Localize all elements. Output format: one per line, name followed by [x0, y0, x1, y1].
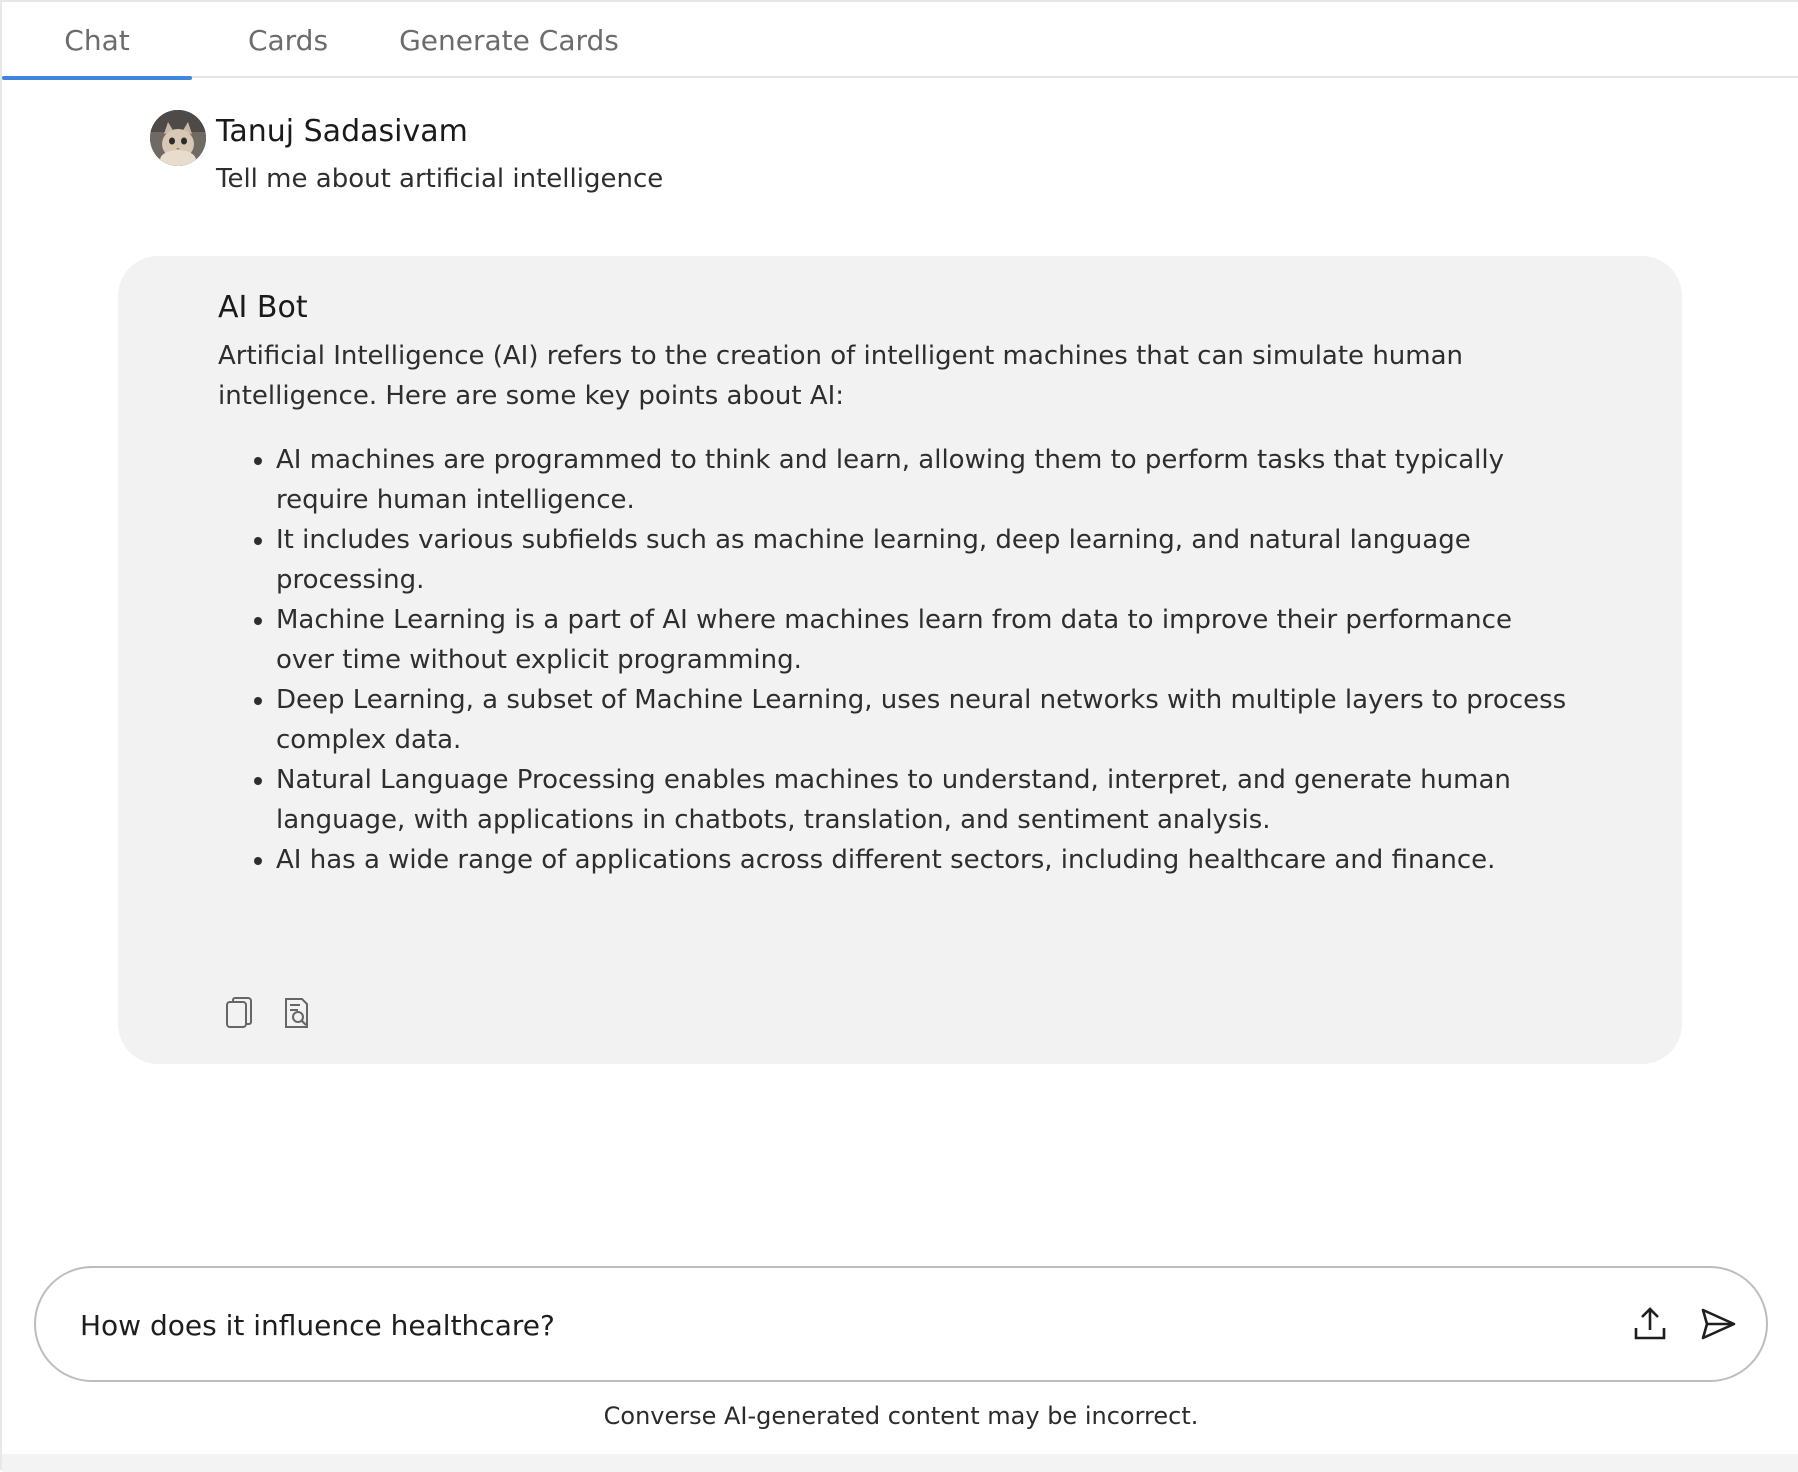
tab-cards[interactable]	[192, 2, 384, 78]
upload-button[interactable]	[1630, 1304, 1670, 1344]
document-search-icon	[282, 996, 312, 1030]
tab-generate-cards[interactable]	[384, 2, 634, 78]
list-item: • AI machines are programmed to think and learn, allowing them to perform tasks that typically require human intelligence.	[276, 440, 1576, 520]
message-composer	[34, 1266, 1768, 1382]
send-icon	[1698, 1304, 1738, 1344]
copy-button[interactable]	[222, 994, 256, 1032]
list-item: • Deep Learning, a subset of Machine Learning, uses neural networks with multiple layers to process complex data.	[276, 680, 1576, 760]
tab-cards-label: Cards	[247, 23, 329, 57]
tab-chat-label: Chat	[64, 23, 130, 57]
user-name: Tanuj Sadasivam	[216, 114, 468, 149]
tab-generate-cards-label: Generate Cards	[399, 23, 619, 57]
user-message-text: Tell me about artificial intelligence	[216, 164, 664, 194]
bot-message	[118, 256, 1682, 1064]
list-item: • It includes various subfields such as machine learning, deep learning, and natural language processing.	[276, 520, 1576, 600]
bottom-strip	[2, 1454, 1798, 1472]
user-avatar	[150, 110, 206, 166]
message-input[interactable]	[80, 1296, 1580, 1354]
tab-bar	[2, 2, 1798, 78]
copy-icon	[224, 996, 254, 1030]
bot-name: AI Bot	[218, 290, 308, 325]
bot-intro-text: Artificial Intelligence (AI) refers to the creation of intelligent machines that can simulate human intelligence. Here are some key points about AI:	[218, 341, 1464, 411]
upload-icon	[1630, 1304, 1670, 1344]
disclaimer-text: Converse AI-generated content may be incorrect.	[603, 1402, 1199, 1430]
cat-avatar-icon	[150, 110, 206, 166]
list-item: • AI has a wide range of applications across different sectors, including healthcare and finance.	[276, 840, 1576, 880]
bot-message-actions	[222, 994, 314, 1034]
document-search-button[interactable]	[280, 994, 314, 1032]
list-item: • Natural Language Processing enables machines to understand, interpret, and generate human language, with applications in chatbots, translation, and sentiment analysis.	[276, 760, 1576, 840]
bot-points-list	[276, 440, 1576, 880]
tab-chat[interactable]	[2, 2, 192, 78]
list-item: • Machine Learning is a part of AI where machines learn from data to improve their performance over time without explicit programming.	[276, 600, 1576, 680]
send-button[interactable]	[1698, 1304, 1738, 1344]
